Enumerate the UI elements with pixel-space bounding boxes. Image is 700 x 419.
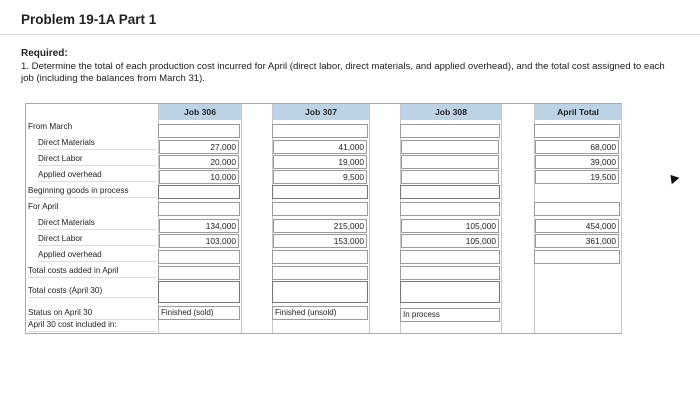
row-label-for-april: For April [28,202,59,211]
row-label-direct-labor-april: Direct Labor [38,233,156,246]
job307-dl-march-input[interactable]: 19,000 [273,155,367,169]
job307-total-added-input[interactable] [272,266,368,280]
row-label-direct-materials-march: Direct Materials [38,137,156,150]
header-april-total: April Total [534,104,622,120]
job308-dl-march-input[interactable] [401,155,499,169]
row-label-applied-overhead-april: Applied overhead [38,249,156,262]
total-dl-march-input[interactable]: 39,000 [535,155,619,169]
job307-oh-april-input[interactable] [272,250,368,264]
job306-dl-april-input[interactable]: 103,000 [159,234,239,248]
total-oh-march-input[interactable]: 19,500 [535,170,619,184]
instruction-text: 1. Determine the total of each production cost incurred for April (direct labor, direct materials, and applied overhead), and the total cost assigned to each job (including the balances from March 31). [21,61,665,84]
job308-total-costs-input[interactable] [400,281,500,303]
total-top-input[interactable] [534,124,620,138]
job308-beginning-input[interactable] [400,185,500,199]
job306-oh-april-input[interactable] [158,250,240,264]
total-dl-april-input[interactable]: 361,000 [535,234,619,248]
job308-status-input[interactable]: In process [400,308,500,322]
row-label-from-march: From March [28,122,73,131]
total-april-header-input[interactable] [534,202,620,216]
header-job-307: Job 307 [272,104,370,120]
job307-beginning-input[interactable] [272,185,368,199]
row-label-total-costs-april30: Total costs (April 30) [28,285,156,298]
total-oh-april-input[interactable] [534,250,620,264]
job306-top-input[interactable] [158,124,240,138]
job306-april-header-input[interactable] [158,202,240,216]
total-dm-april-input[interactable]: 454,000 [535,219,619,233]
job307-status-input[interactable]: Finished (unsold) [272,306,368,320]
row-label-direct-labor-march: Direct Labor [38,153,156,166]
job306-dm-march-input[interactable]: 27,000 [159,140,239,154]
cost-table [25,103,622,334]
row-label-april30-cost-included: April 30 cost included in: [28,319,156,332]
page-title: Problem 19-1A Part 1 [21,12,157,27]
job306-oh-march-input[interactable]: 10,000 [159,170,239,184]
title-divider [0,34,700,35]
mouse-cursor-icon [667,172,680,185]
job307-dm-april-input[interactable]: 215,000 [273,219,367,233]
required-label: Required: [21,48,68,59]
header-job-308: Job 308 [400,104,502,120]
job308-dl-april-input[interactable]: 105,000 [401,234,499,248]
job306-total-added-input[interactable] [158,266,240,280]
row-label-direct-materials-april: Direct Materials [38,217,156,230]
header-job-306: Job 306 [158,104,242,120]
total-dm-march-input[interactable]: 68,000 [535,140,619,154]
job306-status-input[interactable]: Finished (sold) [158,306,240,320]
job308-oh-april-input[interactable] [400,250,500,264]
job307-total-costs-input[interactable] [272,281,368,303]
job308-dm-march-input[interactable] [401,140,499,154]
row-label-beginning-goods: Beginning goods in process [28,185,156,198]
job306-beginning-input[interactable] [158,185,240,199]
job307-top-input[interactable] [272,124,368,138]
job307-oh-march-input[interactable]: 9,500 [273,170,367,184]
row-label-applied-overhead-march: Applied overhead [38,169,156,182]
job308-oh-march-input[interactable] [401,170,499,184]
job308-april-header-input[interactable] [400,202,500,216]
job307-april-header-input[interactable] [272,202,368,216]
job306-total-costs-input[interactable] [158,281,240,303]
job307-dm-march-input[interactable]: 41,000 [273,140,367,154]
job307-dl-april-input[interactable]: 153,000 [273,234,367,248]
row-label-total-added-april: Total costs added in April [28,265,156,278]
job306-dm-april-input[interactable]: 134,000 [159,219,239,233]
job308-top-input[interactable] [400,124,500,138]
job306-dl-march-input[interactable]: 20,000 [159,155,239,169]
job308-dm-april-input[interactable]: 105,000 [401,219,499,233]
job308-total-added-input[interactable] [400,266,500,280]
row-label-status-april30: Status on April 30 [28,307,156,320]
